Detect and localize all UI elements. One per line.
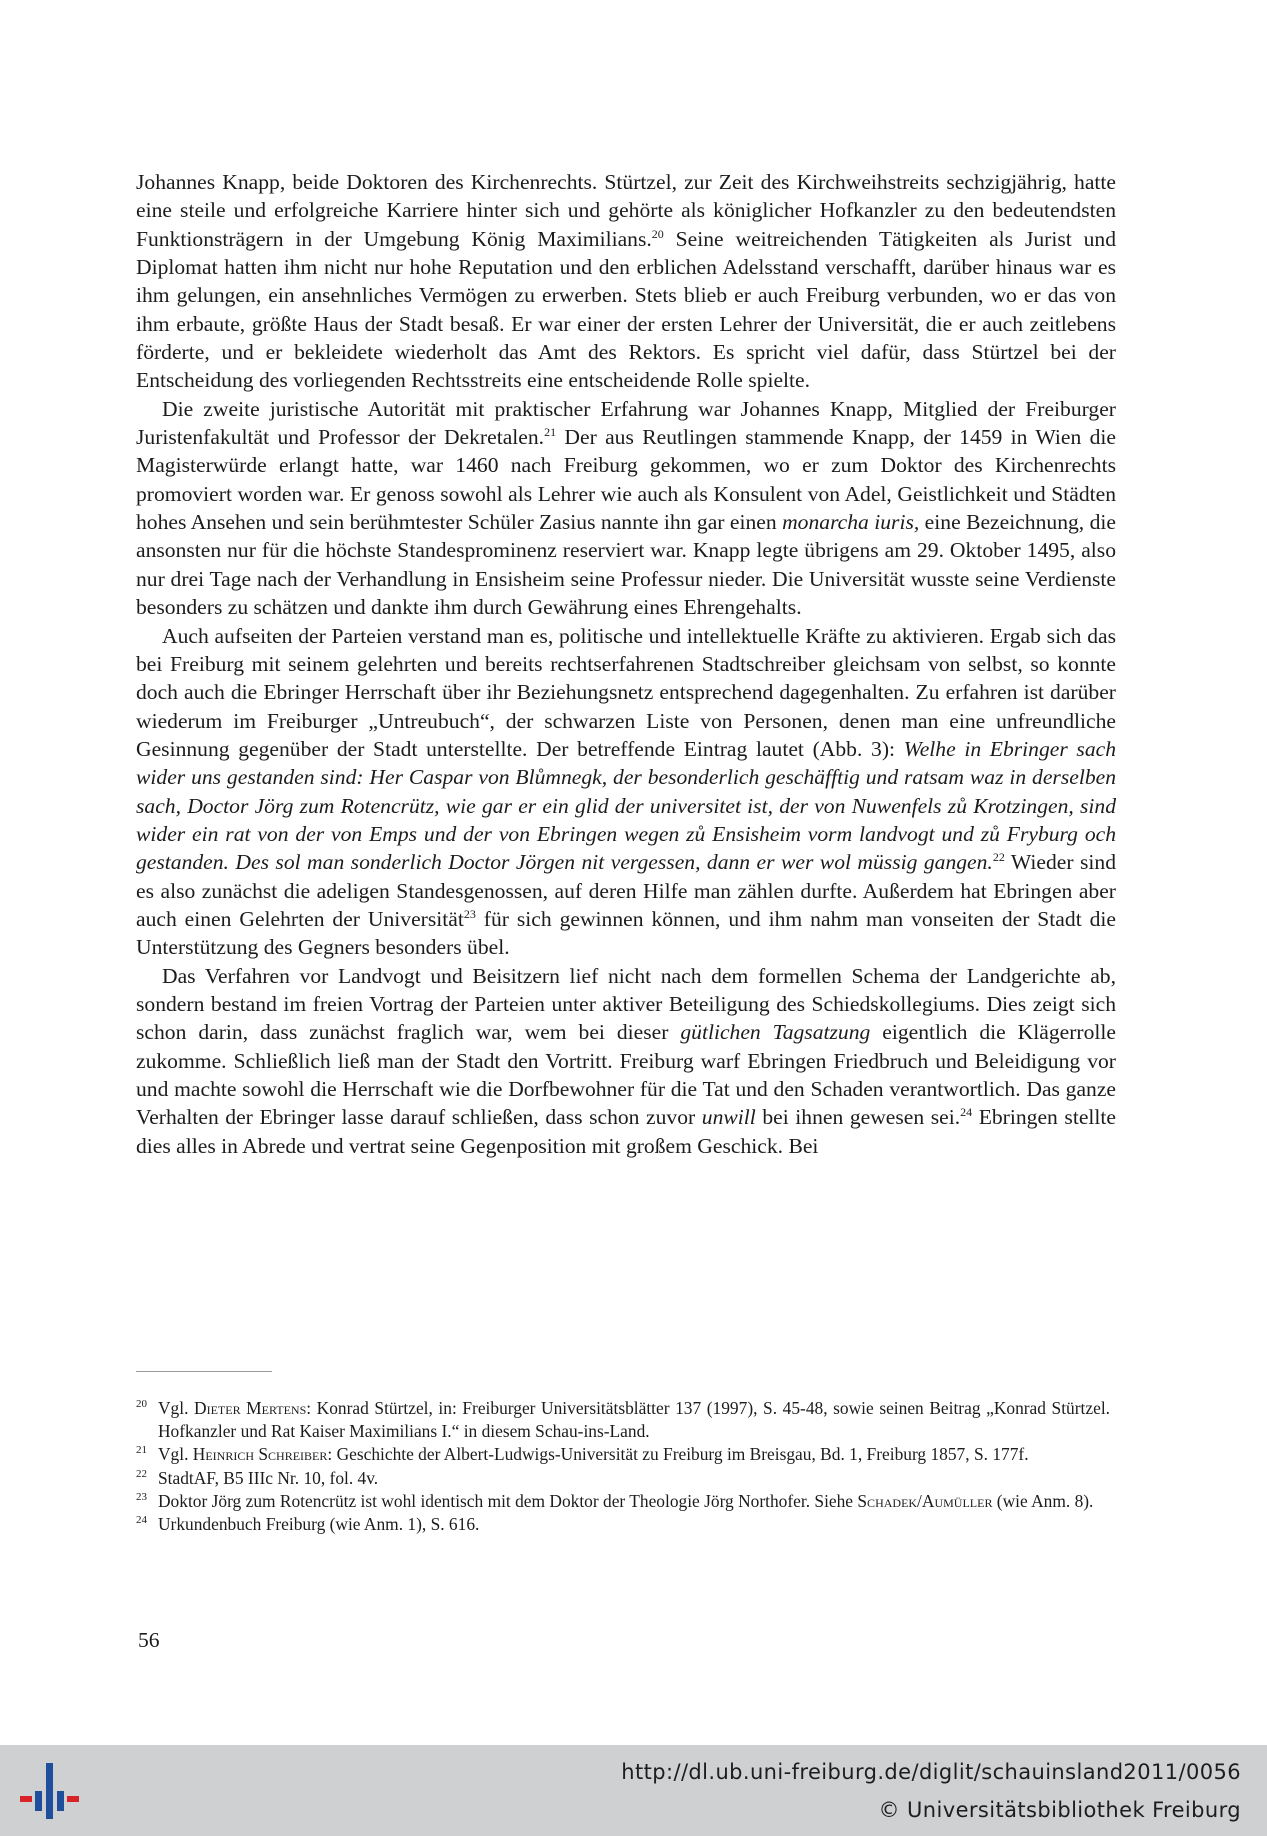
footer-bar bbox=[0, 1745, 1267, 1836]
text-run: eigentlich die Klägerrolle zukomme. Schließlich ließ man der Stadt den Vortritt. Freiburg warf Ebringen Friedbruch und Beleidigung vor und machte sowohl die Herrschaft wie die Dorfbewohner für die Tat und den Schaden verantwortlich. Das ganze Verhalten der Ebringer lasse darauf schließen, dass schon zuvor bbox=[136, 1020, 1116, 1130]
text-run: Der aus Reutlingen stammende Knapp, der 1459 in Wien die Magisterwürde erlangt hatte, war 1460 nach Freiburg gekommen, wo er zum Doktor des Kirchenrechts promoviert worden war. Er genoss sowohl als Lehrer wie auch als Konsulent von Adel, Geistlichkeit und Städten hohes Ansehen und sein berühmtester Schüler Zasius nannte ihn gar einen bbox=[136, 425, 1116, 535]
copyright-text: © Universitätsbibliothek Freiburg bbox=[878, 1798, 1241, 1822]
text-run: Vgl. bbox=[158, 1398, 195, 1418]
text-run: Wieder sind es also zunächst die adeligen Standesgenossen, auf deren Hilfe man zählen durfte. Außerdem hat Ebringen aber auch einen Gelehrten der Universität bbox=[136, 850, 1117, 931]
footnote-number: 20 bbox=[136, 1398, 147, 1410]
italic-text: unwill bbox=[701, 1105, 756, 1130]
italic-text: Welhe in Ebringer sach wider uns gestanden sind: Her Caspar von Blůmnegk, der besonderlich geschäfftig und ratsam waz in derselben sach, Doctor Jörg zum Rotencrütz, wie gar er ein glid der universitet ist, der von Nuwenfels zů Krotzingen, sind wider ein rat von der von Emps und der von Ebringen wegen zů Ensisheim vorm landvogt und zů Fryburg och gestanden. Des sol man sonderlich Doctor Jörgen nit vergessen, dann er wer wol müssig gangen. bbox=[136, 736, 1117, 875]
author-name: Heinrich Schreiber bbox=[192, 1444, 328, 1465]
footnote-separator bbox=[136, 1371, 272, 1372]
paragraph bbox=[136, 622, 1116, 962]
ub-freiburg-logo-icon bbox=[18, 1759, 82, 1823]
text-run: für sich gewinnen können, und ihm nahm man vonseiten der Stadt die Unterstützung des Gegners besonders übel. bbox=[136, 906, 1116, 960]
footnote-number: 22 bbox=[136, 1467, 147, 1480]
author-name: Dieter Mertens bbox=[194, 1398, 307, 1418]
text-run: bei ihnen gewesen sei. bbox=[755, 1105, 961, 1130]
text-run: Doktor Jörg zum Rotencrütz ist wohl identisch mit dem Doktor der Theologie Jörg Northofer. Siehe bbox=[158, 1490, 858, 1511]
footnote bbox=[136, 1467, 1110, 1490]
footnote-number: 21 bbox=[136, 1444, 147, 1457]
footnote bbox=[136, 1397, 1110, 1443]
footnote-ref: 22 bbox=[992, 850, 1005, 865]
paragraph bbox=[136, 395, 1116, 622]
footnote-text bbox=[158, 1444, 1029, 1464]
footnote bbox=[136, 1490, 1110, 1513]
body-text bbox=[136, 168, 1116, 1160]
text-run: Urkundenbuch Freiburg (wie Anm. 1), S. 616. bbox=[158, 1514, 480, 1535]
footnote-ref: 23 bbox=[463, 906, 476, 921]
text-run: Johannes Knapp, beide Doktoren des Kirchenrechts. Stürtzel, zur Zeit des Kirchweihstreits sechzigjährig, hatte eine steile und erfolgreiche Karriere hinter sich und gehörte als königlicher Hofkanzler zu den bedeutendsten Funktionsträgern in der Umgebung König Maximilians. bbox=[136, 170, 1116, 251]
footnote-text bbox=[158, 1398, 1110, 1441]
footnote-ref: 24 bbox=[960, 1105, 973, 1120]
footnote-ref: 20 bbox=[651, 226, 664, 241]
text-run: eine Bezeichnung, die ansonsten nur für die höchste Standesprominenz reserviert war. Knapp legte übrigens am 29. Oktober 1495, also nur drei Tage nach der Verhandlung in Ensisheim seine Professur nieder. Die Universität wusste seine Verdienste besonders zu schätzen und dankte ihm durch Gewährung eines Ehrengehalts. bbox=[136, 510, 1116, 620]
footnote-number: 23 bbox=[136, 1490, 147, 1503]
footnote-ref: 21 bbox=[544, 424, 557, 439]
italic-text: monarcha iuris, bbox=[782, 510, 920, 535]
page-number: 56 bbox=[138, 1628, 160, 1652]
italic-text: gütlichen Tagsatzung bbox=[680, 1020, 871, 1045]
footnote-text bbox=[158, 1514, 479, 1534]
footnote-text bbox=[158, 1491, 1093, 1511]
footnote-text bbox=[158, 1468, 378, 1488]
author-name: Schadek/Aumüller bbox=[857, 1490, 993, 1511]
text-run: : Konrad Stürtzel, in: Freiburger Universitätsblätter 137 (1997), S. 45-48, sowie seinen Beitrag „Konrad Stürtzel. Hofkanzler und Rat Kaiser Maximilians I.“ in diesem Schau-ins-Land. bbox=[158, 1398, 1110, 1442]
text-run: Die zweite juristische Autorität mit praktischer Erfahrung war Johannes Knapp, Mitglied der Freiburger Juristenfakultät und Professor der Dekretalen. bbox=[136, 396, 1116, 450]
source-url-link[interactable]: http://dl.ub.uni-freiburg.de/diglit/schauinsland2011/0056 bbox=[621, 1760, 1241, 1784]
text-run: (wie Anm. 8). bbox=[992, 1490, 1094, 1511]
footnote-number: 24 bbox=[136, 1514, 147, 1527]
text-run: Auch aufseiten der Parteien verstand man es, politische und intellektuelle Kräfte zu aktivieren. Ergab sich das bei Freiburg mit seinem gelehrten und bereits rechtserfahrenen Stadtschreiber gleichsam von selbst, so konnte doch auch die Ebringer Herrschaft über ihr Beziehungsnetz entsprechend dagegenhalten. Zu erfahren ist darüber wiederum im Freiburger „Untreubuch“, der schwarzen Liste von Personen, denen man eine unfreundliche Gesinnung gegenüber der Stadt unterstellte. Der betreffende Eintrag lautet (Abb. 3): bbox=[136, 623, 1116, 761]
text-run: Das Verfahren vor Landvogt und Beisitzern lief nicht nach dem formellen Schema der Landgerichte ab, sondern bestand im freien Vortrag der Parteien unter aktiver Beteiligung des Schiedskollegiums. Dies zeigt sich schon darin, dass zunächst fraglich war, wem bei dieser bbox=[136, 963, 1116, 1045]
paragraph bbox=[136, 962, 1116, 1160]
footnotes bbox=[136, 1397, 1110, 1536]
footnote bbox=[136, 1513, 1110, 1536]
text-run: Vgl. bbox=[158, 1444, 193, 1465]
paragraph bbox=[136, 168, 1116, 395]
footnote bbox=[136, 1443, 1110, 1466]
text-run: : Geschichte der Albert-Ludwigs-Universität zu Freiburg im Breisgau, Bd. 1, Freiburg 1857, S. 177f. bbox=[327, 1444, 1029, 1465]
text-run: Ebringen stellte dies alles in Abrede und vertrat seine Gegenposition mit großem Geschick. Bei bbox=[136, 1105, 1116, 1158]
text-run: Seine weitreichenden Tätigkeiten als Jurist und Diplomat hatten ihm nicht nur hohe Reputation und den erblichen Adelsstand verschafft, darüber hinaus war es ihm gelungen, ein ansehnliches Vermögen zu erwerben. Stets blieb er auch Freiburg verbunden, wo er das von ihm erbaute, größte Haus der Stadt besaß. Er war einer der ersten Lehrer der Universität, die er auch zeitlebens förderte, und er bekleidete wiederholt das Amt des Rektors. Es spricht viel dafür, dass Stürtzel bei der Entscheidung des vorliegenden Rechtsstreits eine entscheidende Rolle spielte. bbox=[136, 226, 1116, 393]
text-run: StadtAF, B5 IIIc Nr. 10, fol. 4v. bbox=[158, 1467, 379, 1488]
